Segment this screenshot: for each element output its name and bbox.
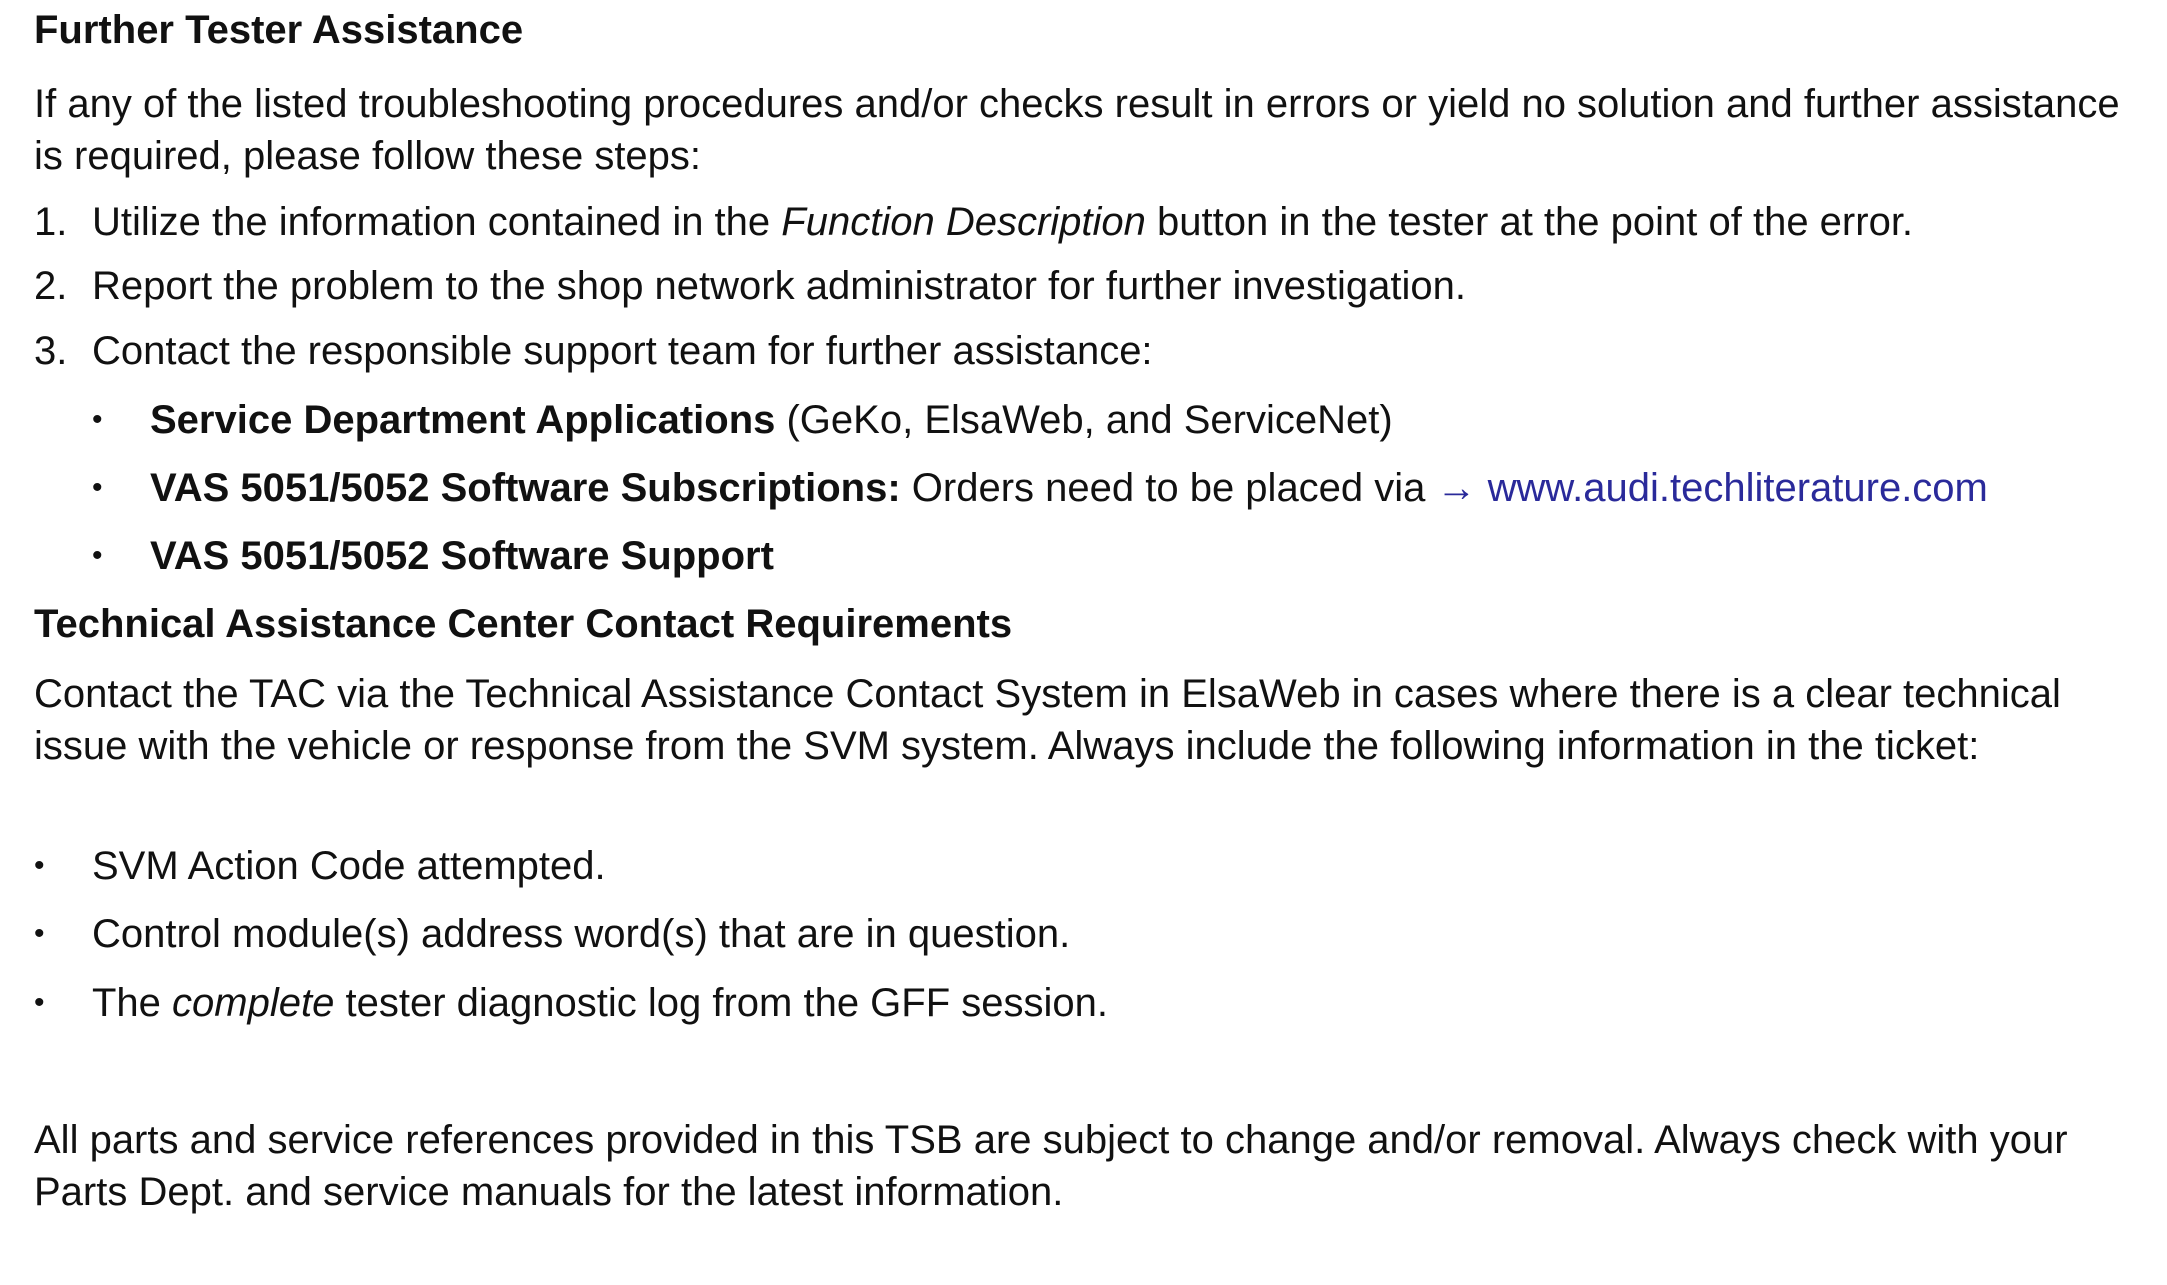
bullet-icon: •	[34, 917, 45, 950]
complete-emphasis: complete	[172, 981, 335, 1025]
tac-paragraph: Contact the TAC via the Technical Assistance Contact System in ElsaWeb in cases where there is a clear technical issue with the vehicle or response from the SVM system. Always include the following information in the ticket:	[34, 672, 2061, 768]
bullet-icon: •	[34, 986, 45, 1019]
tac-item-diagnostic-log	[34, 977, 1108, 1029]
step-item-1	[34, 196, 1913, 248]
techliterature-link[interactable]: → www.audi.techliterature.com	[1436, 466, 1988, 510]
step-number: 3.	[34, 329, 68, 373]
step-text: Report the problem to the shop network administrator for further investigation.	[92, 264, 1467, 308]
bullet-icon: •	[92, 539, 103, 572]
step-item-3	[34, 325, 1153, 377]
tac-item-action-code	[34, 840, 606, 892]
support-team-name: Service Department Applications	[150, 398, 776, 442]
support-team-name: VAS 5051/5052 Software Support	[150, 534, 774, 578]
tac-item-text: Control module(s) address word(s) that are in question.	[92, 912, 1071, 956]
function-description-term: Function Description	[781, 200, 1146, 244]
step-number: 1.	[34, 200, 68, 244]
intro-paragraph: If any of the listed troubleshooting procedures and/or checks result in errors or yield no solution and further assistance is required, please follow these steps:	[34, 82, 2120, 178]
section-heading-tac-requirements: Technical Assistance Center Contact Requirements	[34, 602, 1013, 646]
step-item-2	[34, 260, 1466, 312]
support-team-detail: Orders need to be placed via	[900, 466, 1437, 510]
bullet-icon: •	[34, 849, 45, 882]
tac-item-text-post: tester diagnostic log from the GFF session.	[334, 981, 1109, 1025]
step-text-pre: Utilize the information contained in the	[92, 200, 782, 244]
tac-item-text-pre: The	[92, 981, 173, 1025]
support-team-item-service-dept	[92, 394, 1393, 446]
section-heading-further-tester-assistance: Further Tester Assistance	[34, 8, 524, 52]
tac-item-address-words	[34, 908, 1070, 960]
bullet-icon: •	[92, 471, 103, 504]
support-team-name: VAS 5051/5052 Software Subscriptions:	[150, 466, 901, 510]
tac-item-text: SVM Action Code attempted.	[92, 844, 606, 888]
step-number: 2.	[34, 264, 68, 308]
step-text: Contact the responsible support team for further assistance:	[92, 329, 1153, 373]
support-team-detail: (GeKo, ElsaWeb, and ServiceNet)	[775, 398, 1393, 442]
footer-disclaimer: All parts and service references provided in this TSB are subject to change and/or removal. Always check with your Parts Dept. and service manuals for the latest information.	[34, 1118, 2068, 1214]
support-team-item-software-support	[92, 530, 774, 582]
step-text-post: button in the tester at the point of the error.	[1145, 200, 1914, 244]
bullet-icon: •	[92, 403, 103, 436]
support-team-item-software-subscriptions	[92, 462, 1988, 514]
